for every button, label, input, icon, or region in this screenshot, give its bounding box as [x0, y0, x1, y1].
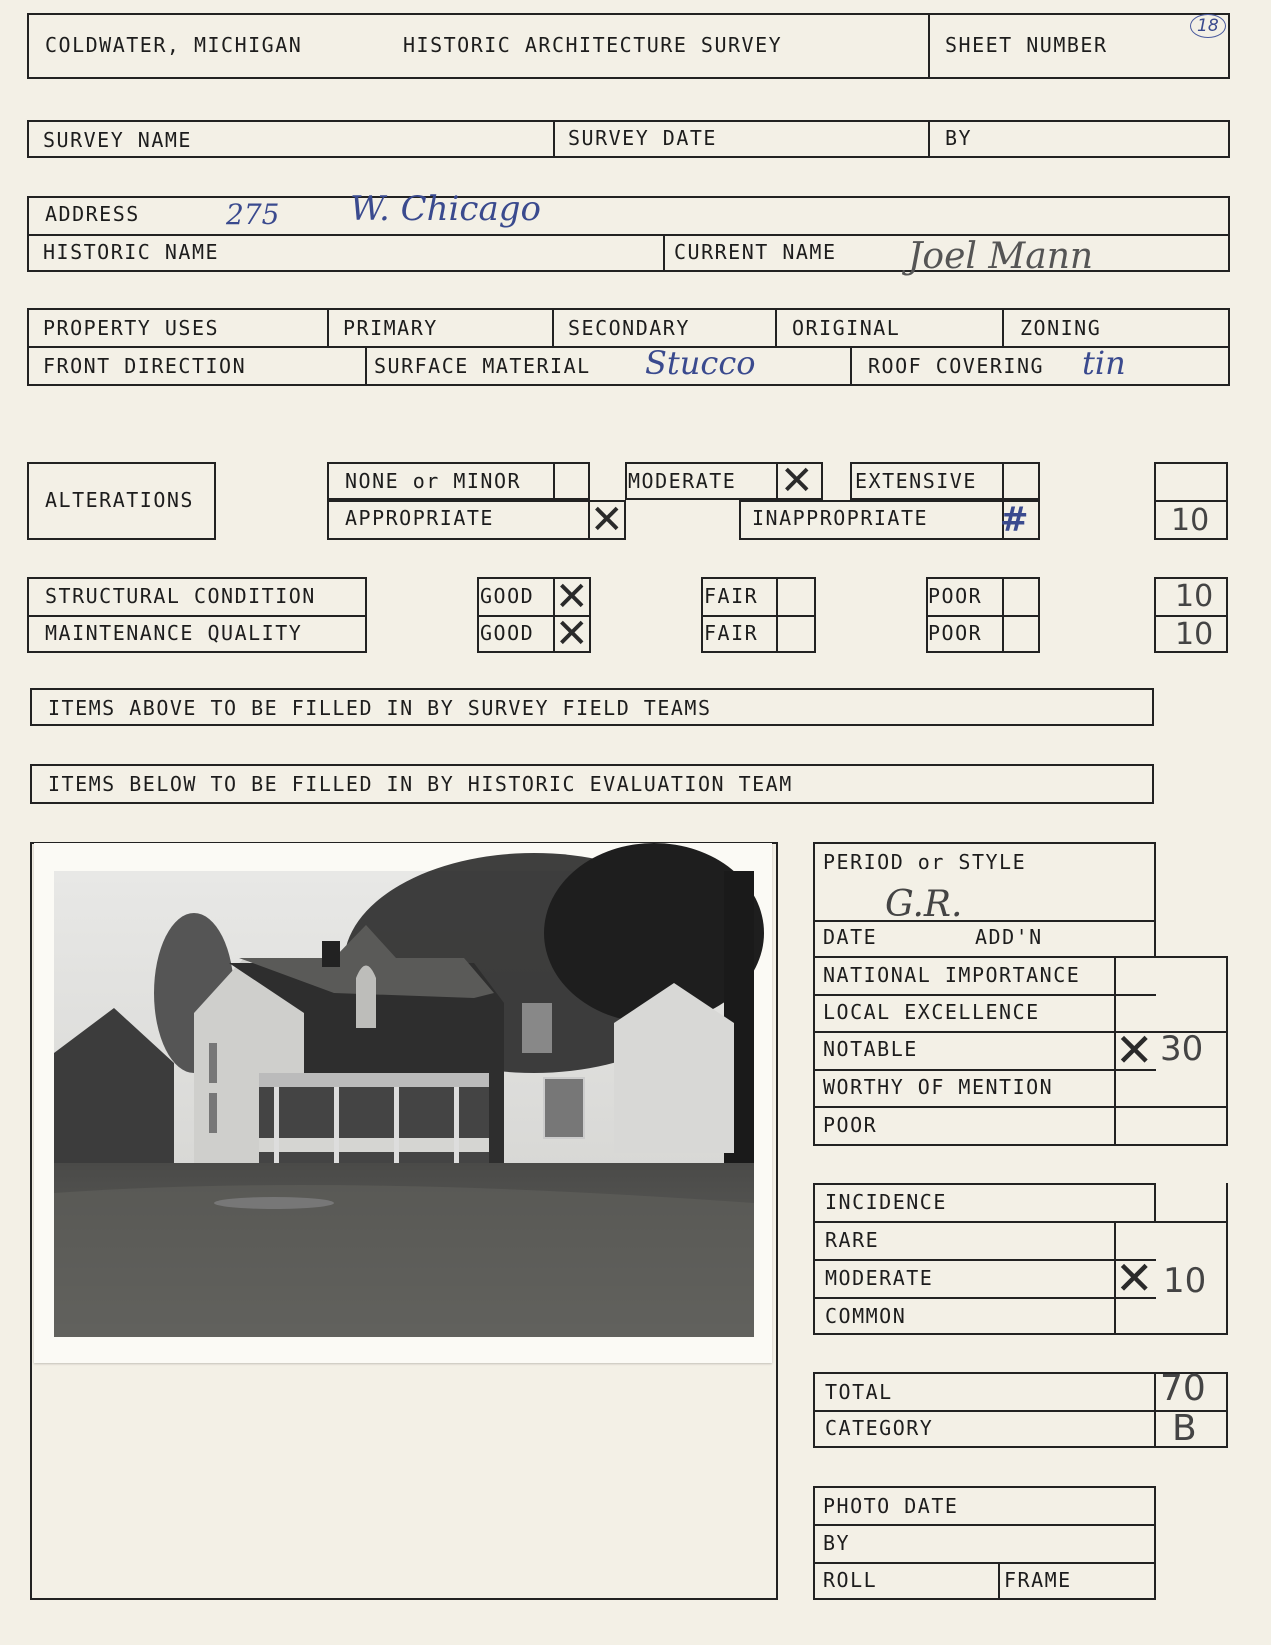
property-photograph	[34, 843, 772, 1363]
photo-info-divider	[998, 1562, 1000, 1600]
maintenance-score: 10	[1175, 617, 1214, 652]
property-div-1	[327, 308, 329, 346]
incidence-score: 10	[1163, 1261, 1207, 1301]
maintenance-good-label: GOOD	[480, 621, 535, 645]
extensive-label: EXTENSIVE	[855, 469, 977, 493]
zoning-label: ZONING	[1020, 316, 1102, 340]
notable-label: NOTABLE	[823, 1037, 918, 1061]
importance-poor-label: POOR	[823, 1113, 878, 1137]
importance-score: 30	[1160, 1029, 1204, 1069]
identity-divider	[663, 234, 665, 272]
header-divider	[928, 13, 930, 79]
inappropriate-label: INAPPROPRIATE	[752, 506, 929, 530]
none-minor-label: NONE or MINOR	[345, 469, 522, 493]
incidence-row-1	[813, 1221, 1228, 1223]
property-div-2	[552, 308, 554, 346]
survey-title: HISTORIC ARCHITECTURE SURVEY	[403, 33, 783, 57]
address-street: W. Chicago	[350, 189, 541, 229]
common-label: COMMON	[825, 1304, 907, 1328]
secondary-label: SECONDARY	[568, 316, 690, 340]
address-number: 275	[226, 198, 280, 231]
period-style-label: PERIOD or STYLE	[823, 850, 1027, 874]
appropriate-check-mark: ✕	[590, 497, 624, 543]
maintenance-poor-label: POOR	[928, 621, 983, 645]
incidence-moderate-check: ✕	[1115, 1251, 1154, 1305]
incidence-row-2	[813, 1259, 1156, 1261]
importance-row-1	[813, 994, 1156, 996]
incidence-row-3	[813, 1297, 1156, 1299]
survey-name-label: SURVEY NAME	[43, 128, 192, 152]
period-date-label: DATE	[823, 925, 878, 949]
category-label: CATEGORY	[825, 1416, 934, 1440]
survey-divider-2	[928, 120, 930, 158]
importance-top	[813, 956, 1228, 958]
condition-label-mid	[27, 615, 367, 617]
inappropriate-mark: #	[1000, 500, 1029, 540]
field-teams-note: ITEMS ABOVE TO BE FILLED IN BY SURVEY FIELD TEAMS	[48, 696, 712, 720]
historic-name-label: HISTORIC NAME	[43, 240, 220, 264]
survey-top-line	[27, 120, 1230, 122]
sheet-number-value: 18	[1190, 14, 1226, 38]
incidence-moderate-label: MODERATE	[825, 1266, 934, 1290]
poor-divider	[1002, 577, 1004, 653]
moderate-check-mark: ✕	[780, 458, 814, 504]
incidence-label: INCIDENCE	[825, 1190, 947, 1214]
structural-score: 10	[1175, 579, 1214, 614]
roof-covering-value: tin	[1082, 344, 1126, 382]
roof-covering-label: ROOF COVERING	[868, 354, 1045, 378]
worthy-label: WORTHY OF MENTION	[823, 1075, 1054, 1099]
total-mid	[813, 1410, 1228, 1412]
moderate-check-divider	[776, 462, 778, 500]
primary-label: PRIMARY	[343, 316, 438, 340]
original-label: ORIGINAL	[792, 316, 901, 340]
structural-good-check: ✕	[555, 574, 589, 620]
surface-material-label: SURFACE MATERIAL	[374, 354, 591, 378]
photo-info-row-2	[813, 1562, 1156, 1564]
current-name-value: Joel Mann	[908, 236, 1094, 277]
photo-by-label: BY	[823, 1531, 851, 1555]
maintenance-quality-label: MAINTENANCE QUALITY	[45, 621, 303, 645]
fair-divider	[776, 577, 778, 653]
property-div-5	[365, 346, 367, 386]
rare-label: RARE	[825, 1228, 880, 1252]
evaluation-note: ITEMS BELOW TO BE FILLED IN BY HISTORIC EVALUATION TEAM	[48, 772, 793, 796]
local-excellence-label: LOCAL EXCELLENCE	[823, 1000, 1040, 1024]
national-importance-label: NATIONAL IMPORTANCE	[823, 963, 1081, 987]
structural-condition-label: STRUCTURAL CONDITION	[45, 584, 316, 608]
date-row-top	[813, 920, 1156, 922]
fair-mid	[701, 615, 816, 617]
alterations-score-mid	[1154, 500, 1228, 502]
poor-mid	[926, 615, 1040, 617]
property-mid-line	[27, 346, 1230, 348]
importance-row-3	[813, 1069, 1156, 1071]
frame-label: FRAME	[1004, 1568, 1072, 1592]
moderate-label: MODERATE	[628, 469, 737, 493]
survey-right-line	[1228, 120, 1230, 158]
structural-fair-label: FAIR	[704, 584, 759, 608]
period-style-value: G.R.	[885, 884, 963, 925]
total-divider	[1154, 1372, 1156, 1448]
alterations-score: 10	[1171, 503, 1210, 538]
surface-material-value: Stucco	[645, 344, 756, 382]
appropriate-label: APPROPRIATE	[345, 506, 494, 530]
total-label: TOTAL	[825, 1380, 893, 1404]
property-div-4	[1002, 308, 1004, 346]
roll-label: ROLL	[823, 1568, 878, 1592]
addn-label: ADD'N	[975, 925, 1043, 949]
structural-good-label: GOOD	[480, 584, 535, 608]
survey-bottom-line	[27, 156, 1230, 158]
importance-row-4	[813, 1106, 1228, 1108]
total-value: 70	[1160, 1368, 1206, 1409]
survey-date-label: SURVEY DATE	[568, 126, 717, 150]
house-photo-image	[34, 843, 772, 1363]
photo-date-label: PHOTO DATE	[823, 1494, 959, 1518]
photo-info-row-1	[813, 1524, 1156, 1526]
address-label: ADDRESS	[45, 202, 140, 226]
survey-divider-1	[553, 120, 555, 158]
front-direction-label: FRONT DIRECTION	[43, 354, 247, 378]
survey-by-label: BY	[945, 126, 973, 150]
property-div-3	[775, 308, 777, 346]
maintenance-good-check: ✕	[555, 611, 589, 657]
none-minor-check-divider	[553, 462, 555, 500]
incidence-right-top	[1154, 1183, 1156, 1221]
incidence-top	[813, 1183, 1156, 1185]
property-div-6	[850, 346, 852, 386]
current-name-label: CURRENT NAME	[674, 240, 837, 264]
survey-left-line	[27, 120, 29, 158]
alterations-label: ALTERATIONS	[45, 488, 194, 512]
period-top-line	[813, 842, 1156, 844]
city-label: COLDWATER, MICHIGAN	[45, 33, 303, 57]
period-right-line	[1154, 842, 1156, 958]
notable-check-mark: ✕	[1115, 1023, 1154, 1077]
sheet-number-label: SHEET NUMBER	[945, 33, 1108, 57]
category-value: B	[1172, 1408, 1197, 1449]
structural-poor-label: POOR	[928, 584, 983, 608]
property-uses-label: PROPERTY USES	[43, 316, 220, 340]
maintenance-fair-label: FAIR	[704, 621, 759, 645]
